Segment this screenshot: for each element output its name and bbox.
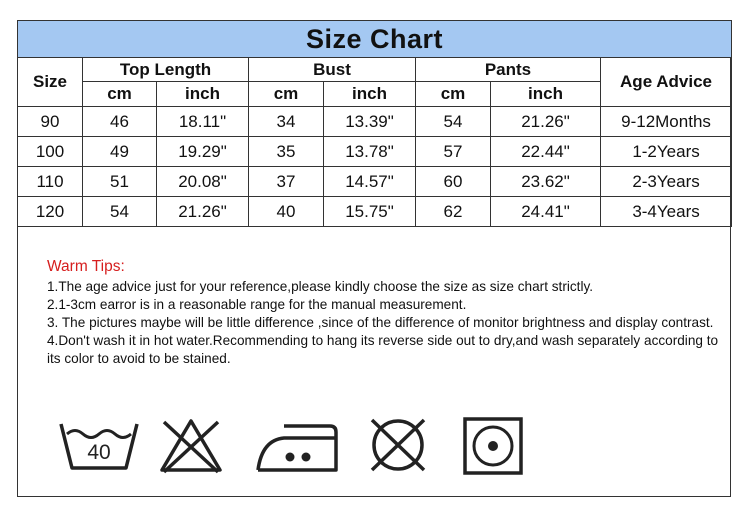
size-cell: 110 [18, 167, 83, 197]
table-row [18, 167, 732, 197]
top-cm-cell: 49 [83, 137, 157, 167]
care-icons [58, 416, 538, 476]
top-cm-cell: 54 [83, 197, 157, 227]
top-inch-cell: 20.08" [157, 167, 249, 197]
age-cell: 9-12Months [601, 107, 732, 137]
bust-cm-cell: 34 [249, 107, 324, 137]
wash-temp-label: 40 [87, 441, 111, 464]
tip-3: 3. The pictures maybe will be little difference ,since of the difference of monitor brightness and display contrast. [47, 315, 714, 330]
tip-4: 4.Don't wash it in hot water.Recommending to hang its reverse side out to dry,and wash separately according to its color to avoid to be stained. [47, 333, 719, 366]
iron-medium-icon [250, 416, 340, 474]
top-cm-header: cm [83, 82, 157, 107]
chart-title: Size Chart [18, 21, 732, 58]
top-inch-cell: 21.26" [157, 197, 249, 227]
bust-inch-cell: 15.75" [324, 197, 416, 227]
pants-inch-cell: 22.44" [491, 137, 601, 167]
no-bleach-icon [158, 416, 224, 474]
warm-tips-title: Warm Tips: [47, 258, 125, 275]
top-inch-cell: 19.29" [157, 137, 249, 167]
bust-inch-cell: 13.39" [324, 107, 416, 137]
table-row [18, 137, 732, 167]
tip-2: 2.1-3cm earror is in a reasonable range for the manual measurement. [47, 297, 467, 312]
pants-cm-header: cm [416, 82, 491, 107]
age-advice-header: Age Advice [601, 58, 732, 107]
bust-cm-cell: 35 [249, 137, 324, 167]
top-cm-cell: 51 [83, 167, 157, 197]
pants-inch-cell: 21.26" [491, 107, 601, 137]
pants-inch-cell: 24.41" [491, 197, 601, 227]
bust-cm-header: cm [249, 82, 324, 107]
age-cell: 1-2Years [601, 137, 732, 167]
bust-inch-cell: 13.78" [324, 137, 416, 167]
age-cell: 2-3Years [601, 167, 732, 197]
top-cm-cell: 46 [83, 107, 157, 137]
bust-inch-cell: 14.57" [324, 167, 416, 197]
bust-inch-header: inch [324, 82, 416, 107]
pants-cm-cell: 60 [416, 167, 491, 197]
pants-cm-cell: 54 [416, 107, 491, 137]
size-header: Size [18, 58, 83, 107]
tip-1: 1.The age advice just for your reference,please kindly choose the size as size chart strictly. [47, 279, 594, 294]
bust-cm-cell: 37 [249, 167, 324, 197]
size-cell: 120 [18, 197, 83, 227]
top-length-header: Top Length [83, 58, 249, 82]
wash-40-icon [58, 416, 140, 474]
bust-header: Bust [249, 58, 416, 82]
pants-cm-cell: 57 [416, 137, 491, 167]
top-inch-header: inch [157, 82, 249, 107]
pants-inch-cell: 23.62" [491, 167, 601, 197]
size-chart-table [17, 20, 732, 227]
table-row [18, 107, 732, 137]
pants-cm-cell: 62 [416, 197, 491, 227]
bust-cm-cell: 40 [249, 197, 324, 227]
no-dry-clean-icon [366, 416, 430, 474]
warm-tips [47, 258, 727, 368]
pants-header: Pants [416, 58, 601, 82]
pants-inch-header: inch [491, 82, 601, 107]
table-row [18, 197, 732, 227]
size-cell: 100 [18, 137, 83, 167]
size-cell: 90 [18, 107, 83, 137]
age-cell: 3-4Years [601, 197, 732, 227]
top-inch-cell: 18.11" [157, 107, 249, 137]
tumble-dry-icon [462, 416, 524, 476]
